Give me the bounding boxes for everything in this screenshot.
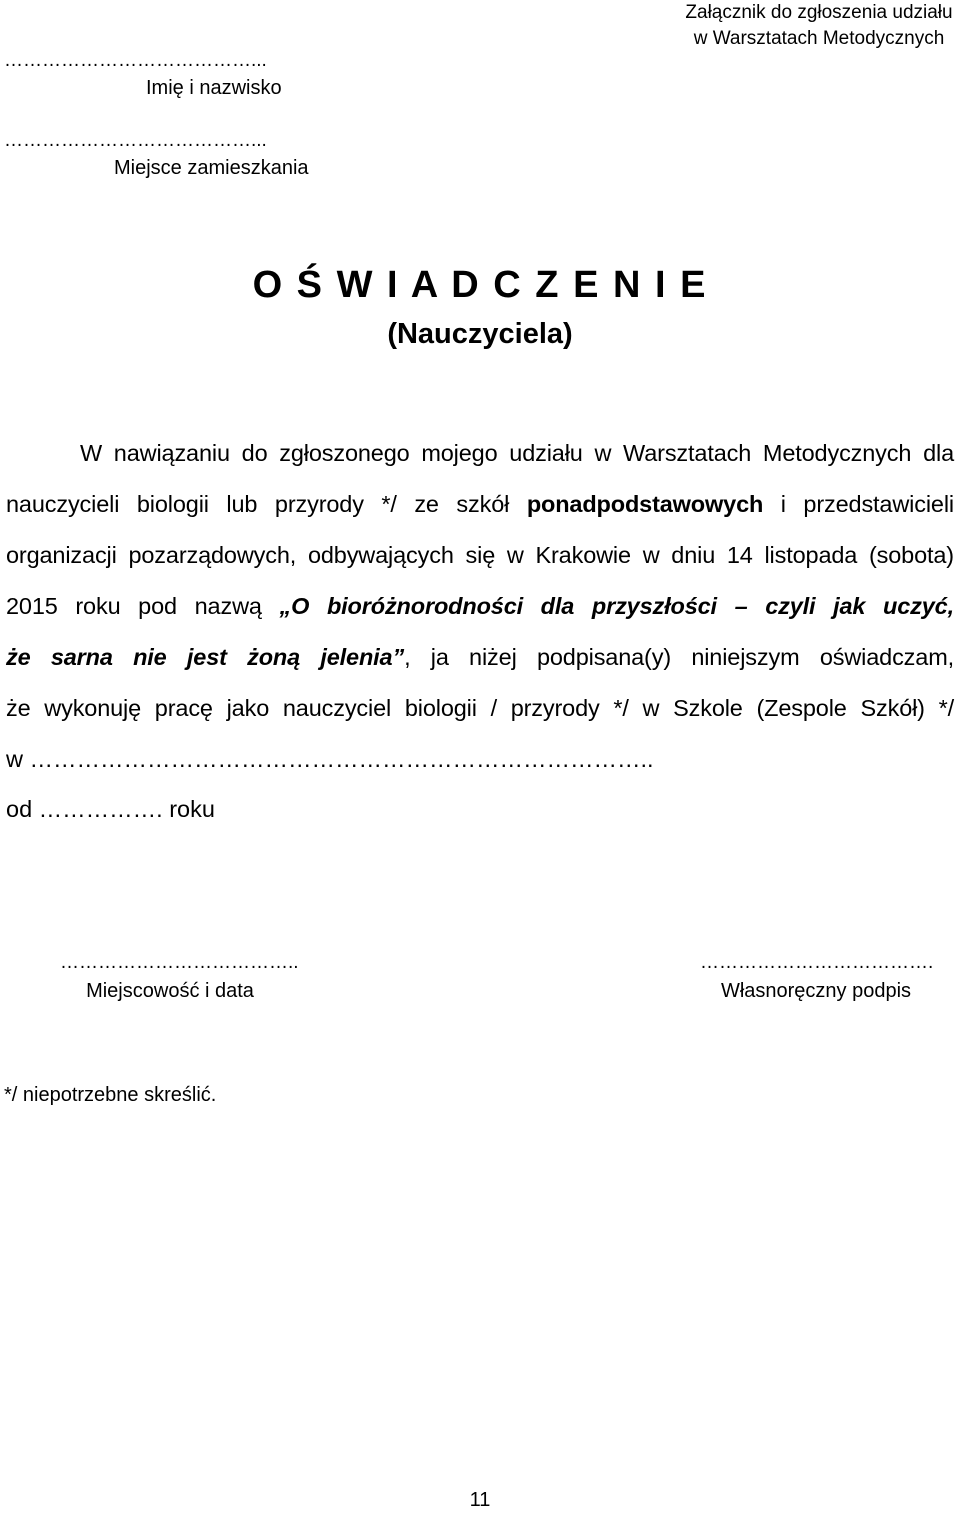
- school-type-bold: ponadpodstawowych: [526, 491, 764, 517]
- annex-note: [680, 0, 958, 52]
- place-date-block: [60, 952, 299, 1003]
- body-line-5: [6, 644, 954, 671]
- body-line-5-end: , ja niżej podpisana(y) niniejszym oświadczam,: [404, 644, 954, 670]
- name-label: Imię i nazwisko: [146, 77, 282, 99]
- workshop-name-part-1: „O bioróżnorodności dla przyszłości – czyli jak uczyć,: [279, 593, 954, 619]
- residence-label: Miejsce zamieszkania: [114, 157, 309, 179]
- signature-block: [700, 952, 932, 1003]
- annex-line-1: Załącznik do zgłoszenia udziału: [685, 2, 953, 23]
- body-line-2-start: nauczycieli biologii lub przyrody */ ze szkół: [6, 491, 510, 517]
- annex-line-2: w Warsztatach Metodycznych: [693, 28, 945, 49]
- place-date-label: Miejscowość i data: [86, 980, 254, 1002]
- body-line-2: [6, 491, 954, 518]
- body-line-2-end: i przedstawicieli: [780, 491, 954, 517]
- document-subtitle: (Nauczyciela): [387, 318, 573, 350]
- body-line-6: że wykonuję pracę jako nauczyciel biologii / przyrody */ w Szkole (Zespole Szkół) */: [6, 695, 954, 721]
- name-dots: …………………………………...: [4, 50, 267, 71]
- place-date-dots: ………………………………..: [60, 952, 299, 973]
- body-line-4: [6, 593, 954, 620]
- body-line-3: organizacji pozarządowych, odbywających się w Krakowie w dniu 14 listopada (sobota): [6, 542, 954, 568]
- body-line-4-start: 2015 roku pod nazwą: [6, 593, 262, 619]
- body-line-1: W nawiązaniu do zgłoszonego mojego udziału w Warsztatach Metodycznych dla: [80, 440, 954, 466]
- residence-dots: …………………………………...: [4, 130, 267, 151]
- signature-dots: ……………………………….: [700, 952, 934, 973]
- page-number: 11: [469, 1489, 491, 1511]
- signature-label: Własnoręczny podpis: [720, 980, 912, 1002]
- document-title: O Ś W I A D C Z E N I E: [252, 264, 708, 306]
- footnote: */ niepotrzebne skreślić.: [4, 1084, 217, 1106]
- since-year-line: od ……………. roku: [6, 796, 215, 822]
- workshop-name-part-2: że sarna nie jest żoną jelenia”: [6, 644, 405, 670]
- school-field-line: w ……………………………………………………………………..: [6, 746, 654, 772]
